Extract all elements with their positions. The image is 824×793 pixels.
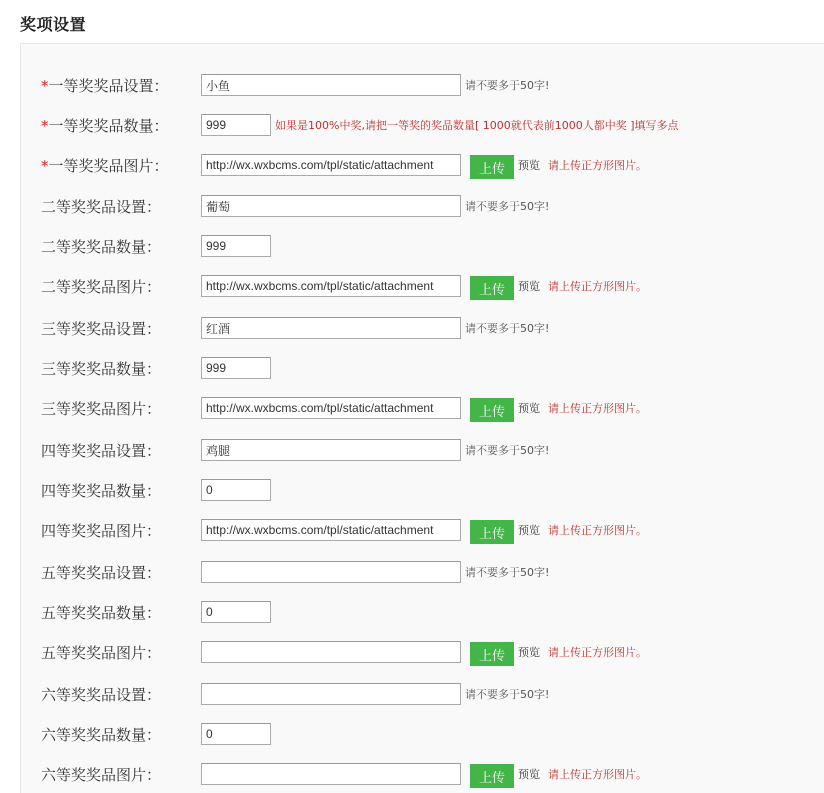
fifth-prize-image-url-input[interactable] [201, 641, 461, 663]
fifth-prize-quantity-row [41, 598, 271, 626]
upload-button[interactable]: 上传 [470, 276, 514, 300]
fourth-prize-name-input[interactable] [201, 439, 461, 461]
image-hint: 请上传正方形图片。 [548, 524, 647, 537]
second-prize-image-url-input[interactable] [201, 275, 461, 297]
fifth-prize-name-input[interactable] [201, 561, 461, 583]
field-label: 五等奖奖品图片： [41, 643, 162, 662]
field-label: 二等奖奖品图片： [41, 277, 162, 296]
field-label: 六等奖奖品设置： [41, 685, 162, 704]
second-prize-quantity-input[interactable] [201, 235, 271, 257]
image-hint: 请上传正方形图片。 [548, 768, 647, 781]
first-prize-quantity-row [41, 111, 679, 139]
fourth-prize-quantity-input[interactable] [201, 479, 271, 501]
field-label: 二等奖奖品数量： [41, 237, 162, 256]
preview-link[interactable]: 预览 [518, 402, 540, 415]
sixth-prize-name-input[interactable] [201, 683, 461, 705]
fourth-prize-quantity-row [41, 476, 271, 504]
third-prize-name-input[interactable] [201, 317, 461, 339]
field-label: 三等奖奖品图片： [41, 399, 162, 418]
sixth-prize-name-row [41, 680, 549, 708]
second-prize-image-row [41, 272, 647, 300]
third-prize-quantity-input[interactable] [201, 357, 271, 379]
field-label: 六等奖奖品数量： [41, 725, 162, 744]
image-hint: 请上传正方形图片。 [548, 159, 647, 172]
second-prize-quantity-row [41, 232, 271, 260]
sixth-prize-quantity-row [41, 720, 271, 748]
sixth-prize-image-url-input[interactable] [201, 763, 461, 785]
quantity-hint: 如果是100%中奖,请把一等奖的奖品数量[ 1000就代表前1000人都中奖 ]填写多点 [275, 119, 679, 132]
length-hint: 请不要多于50字! [465, 444, 550, 457]
second-prize-name-row [41, 192, 549, 220]
upload-button[interactable]: 上传 [470, 398, 514, 422]
length-hint: 请不要多于50字! [465, 566, 550, 579]
preview-link[interactable]: 预览 [518, 768, 540, 781]
required-marker: * [41, 76, 49, 95]
length-hint: 请不要多于50字! [465, 688, 550, 701]
required-marker: * [41, 116, 49, 135]
fourth-prize-image-row [41, 516, 647, 544]
upload-button[interactable]: 上传 [470, 642, 514, 666]
first-prize-image-url-input[interactable] [201, 154, 461, 176]
field-label: 四等奖奖品设置： [41, 441, 162, 460]
field-label: 五等奖奖品设置： [41, 563, 162, 582]
fourth-prize-name-row [41, 436, 549, 464]
field-label: *一等奖奖品数量： [41, 116, 169, 135]
first-prize-name-row [41, 71, 549, 99]
third-prize-image-url-input[interactable] [201, 397, 461, 419]
preview-link[interactable]: 预览 [518, 524, 540, 537]
length-hint: 请不要多于50字! [465, 79, 550, 92]
required-marker: * [41, 156, 49, 175]
upload-button[interactable]: 上传 [470, 155, 514, 179]
third-prize-quantity-row [41, 354, 271, 382]
field-label: 六等奖奖品图片： [41, 765, 162, 784]
section-title: 奖项设置 [20, 15, 87, 34]
length-hint: 请不要多于50字! [465, 322, 550, 335]
fifth-prize-name-row [41, 558, 549, 586]
sixth-prize-quantity-input[interactable] [201, 723, 271, 745]
first-prize-name-input[interactable] [201, 74, 461, 96]
image-hint: 请上传正方形图片。 [548, 402, 647, 415]
first-prize-quantity-input[interactable] [201, 114, 271, 136]
field-label: 三等奖奖品数量： [41, 359, 162, 378]
field-label: *一等奖奖品设置： [41, 76, 169, 95]
upload-button[interactable]: 上传 [470, 520, 514, 544]
field-label: 四等奖奖品数量： [41, 481, 162, 500]
second-prize-name-input[interactable] [201, 195, 461, 217]
image-hint: 请上传正方形图片。 [548, 280, 647, 293]
preview-link[interactable]: 预览 [518, 159, 540, 172]
field-label: 三等奖奖品设置： [41, 319, 162, 338]
field-label: *一等奖奖品图片： [41, 156, 169, 175]
prize-settings-panel [20, 43, 824, 793]
fifth-prize-image-row [41, 638, 647, 666]
first-prize-image-row [41, 151, 647, 179]
fourth-prize-image-url-input[interactable] [201, 519, 461, 541]
preview-link[interactable]: 预览 [518, 646, 540, 659]
field-label: 五等奖奖品数量： [41, 603, 162, 622]
field-label: 四等奖奖品图片： [41, 521, 162, 540]
third-prize-image-row [41, 394, 647, 422]
upload-button[interactable]: 上传 [470, 764, 514, 788]
preview-link[interactable]: 预览 [518, 280, 540, 293]
length-hint: 请不要多于50字! [465, 200, 550, 213]
image-hint: 请上传正方形图片。 [548, 646, 647, 659]
third-prize-name-row [41, 314, 549, 342]
field-label: 二等奖奖品设置： [41, 197, 162, 216]
fifth-prize-quantity-input[interactable] [201, 601, 271, 623]
sixth-prize-image-row [41, 760, 647, 788]
